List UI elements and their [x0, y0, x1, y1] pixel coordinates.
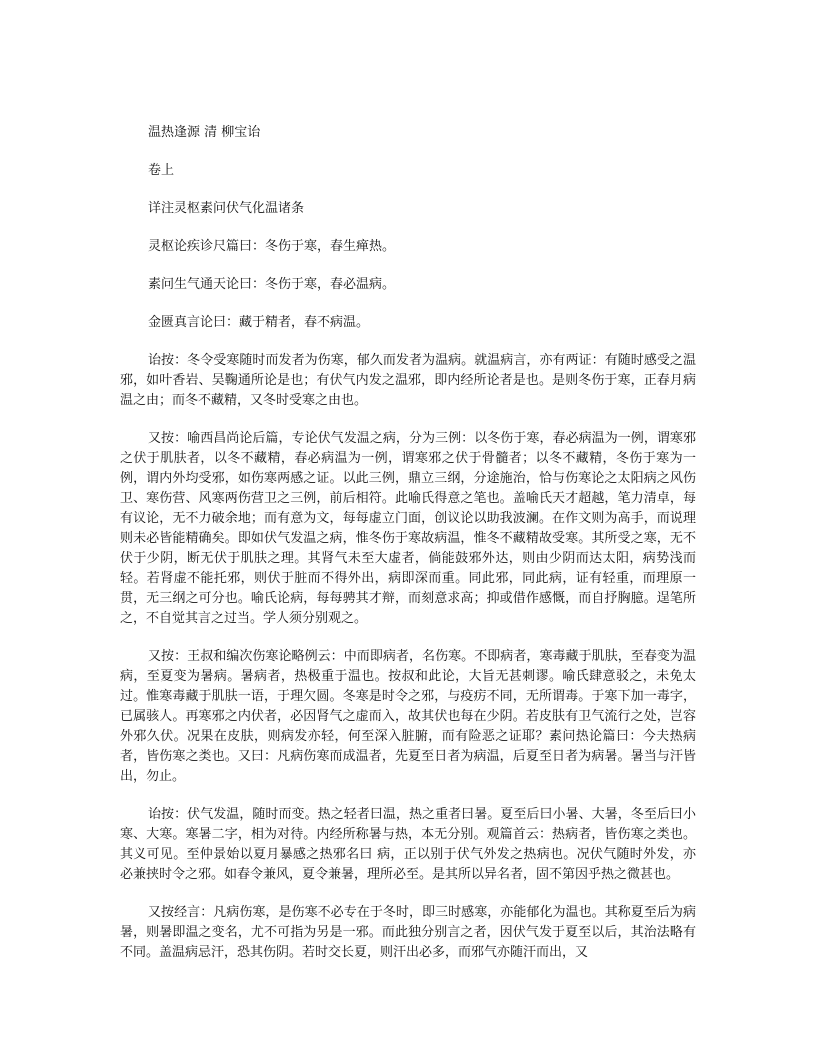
commentary-paragraph: 诒按：冬令受寒随时而发者为伤寒，郁久而发者为温病。就温病言，亦有两证：有随时感受之温邪，如叶香岩、吴鞠通所论是也；有伏气内发之温邪，即内经所论者是也。是则冬伤于寒，正春月病温之由；而冬不藏精，又冬时受寒之由也。	[120, 353, 696, 408]
document-body	[120, 123, 696, 963]
commentary-paragraph: 诒按：伏气发温，随时而变。热之轻者曰温，热之重者曰暑。夏至后曰小暑、大暑，冬至后曰小寒、大寒。寒暑二字，相为对待。内经所称暑与热，本无分别。观篇首云：热病者，皆伤寒之类也。其义可见。至仲景始以夏月暴感之热邪名曰 病，正以别于伏气外发之热病也。况伏气随时外发，亦必兼挟时令之邪。如春令兼风，夏令兼暑，理所必至。是其所以异名者，固不第因乎热之微甚也。	[120, 807, 696, 882]
section-heading: 详注灵枢素问伏气化温诸条	[148, 201, 305, 216]
quote-line: 灵枢论疾诊尺篇曰：冬伤于寒，春生瘅热。	[148, 239, 396, 254]
commentary-paragraph: 又按：王叔和编次伤寒论略例云：中而即病者，名伤寒。不即病者，寒毒藏于肌肤，至春变为温病，至夏变为暑病。暑病者，热极重于温也。按叔和此论，大旨无甚刺谬。喻氏肆意驳之，未免太过。惟寒毒藏于肌肤一语，于理欠圆。冬寒是时令之邪，与疫疠不同，无所谓毒。于寒下加一毒字，已属骇人。再寒邪之内伏者，必因肾气之虚而入，故其伏也每在少阴。若皮肤有卫气流行之处，岂容外邪久伏。况果在皮肤，则病发亦轻，何至深入脏腑，而有险恶之证耶？素问热论篇曰：今夫热病者，皆伤寒之类也。又曰：凡病伤寒而成温者，先夏至日者为病温，后夏至日者为病暑。暑当与汗皆出，勿止。	[120, 649, 696, 784]
commentary-paragraph: 又按：喻西昌尚论后篇，专论伏气发温之病，分为三例：以冬伤于寒，春必病温为一例，谓寒邪之伏于肌肤者，以冬不藏精，春必病温为一例，谓寒邪之伏于骨髓者；以冬不藏精，冬伤于寒为一例，谓内外均受邪，如伤寒两感之证。以此三例，鼎立三纲，分途施治，恰与伤寒论之太阳病之风伤卫、寒伤营、风寒两伤营卫之三例，前后相符。此喻氏得意之笔也。盖喻氏天才超越，笔力清卓，每有议论，无不力破余地；而有意为文，每每虚立门面，创议论以助我波澜。在作文则为高手，而说理则未必皆能精确矣。即如伏气发温之病，惟冬伤于寒故病温，惟冬不藏精故受寒。其所受之寒，无不伏于少阴，断无伏于肌肤之理。其肾气未至大虚者，倘能鼓邪外达，则由少阴而达太阳，病势浅而轻。若肾虚不能托邪，则伏于脏而不得外出，病即深而重。同此邪，同此病，证有轻重，而理原一贯，无三纲之可分也。喻氏论病，每每骋其才辩，而刻意求高；抑或借作感慨，而自抒胸臆。逞笔所之，不自觉其言之过当。学人须分别观之。	[120, 431, 696, 626]
commentary-paragraph: 又按经言：凡病伤寒，是伤寒不必专在于冬时，即三时感寒，亦能郁化为温也。其称夏至后为病暑，则暑即温之变名，尤不可指为另是一邪。而此独分别言之者，因伏气发于夏至以后，其治法略有不同。盖温病忌汗，恐其伤阴。若时交长夏，则汗出必多，而邪气亦随汗而出，又	[120, 905, 696, 960]
quote-line: 金匮真言论曰：藏于精者，春不病温。	[148, 315, 370, 330]
quote-line: 素问生气通天论曰：冬伤于寒，春必温病。	[148, 277, 396, 292]
document-title: 温热逢源 清 柳宝诒	[148, 125, 261, 140]
volume-heading: 卷上	[148, 163, 175, 178]
